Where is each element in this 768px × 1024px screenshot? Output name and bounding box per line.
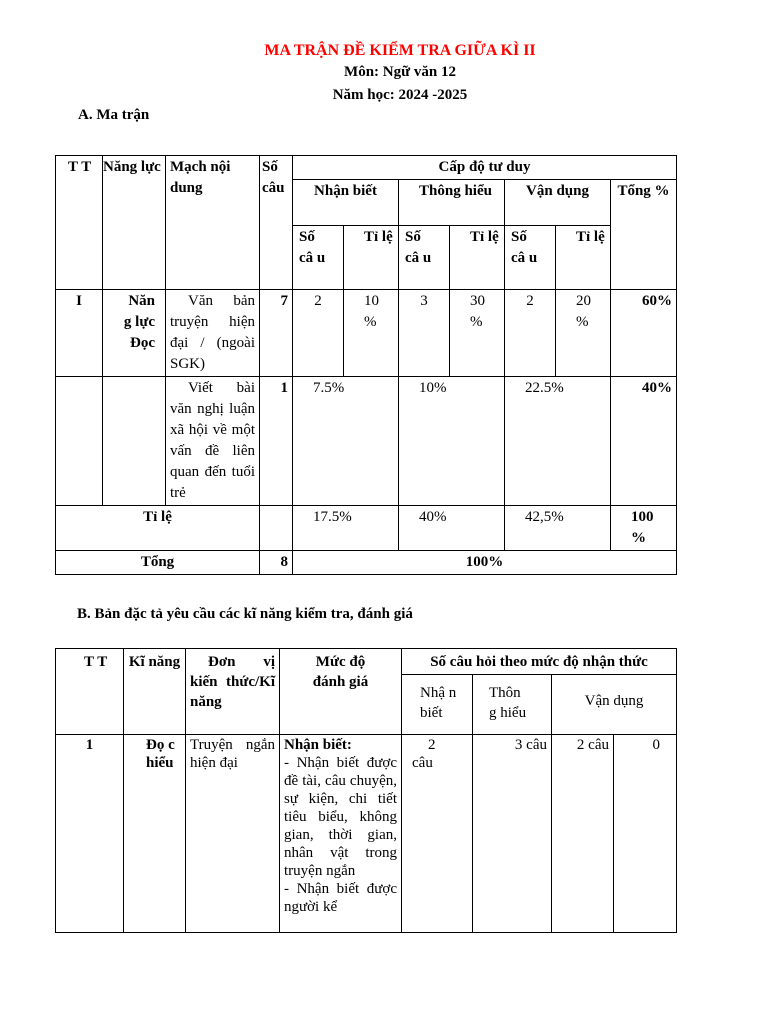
spec-header-van-dung: Vận dụng bbox=[552, 675, 677, 735]
header-nhan-biet: Nhận biết bbox=[293, 180, 399, 226]
row1-mach: Văn bản truyện hiện đại / (ngoài SGK) bbox=[166, 290, 260, 377]
header-nang-luc: Năng lực bbox=[103, 156, 166, 290]
row1-th-ti-le: 30 % bbox=[450, 290, 505, 377]
row2-th: 10% bbox=[399, 377, 505, 506]
ti-le-nb: 17.5% bbox=[293, 506, 399, 551]
spec-header-ki-nang: Kĩ năng bbox=[124, 649, 186, 735]
row1-nang-luc: Năn g lực Đọc bbox=[103, 290, 166, 377]
spec-header-thong-hieu: Thôn g hiểu bbox=[473, 675, 552, 735]
spec-row-nb-value: 2 câu bbox=[412, 737, 436, 771]
table-row bbox=[56, 735, 677, 933]
section-a-heading: A. Ma trận bbox=[78, 107, 150, 123]
tong-value: 100% bbox=[293, 551, 677, 575]
table-row bbox=[56, 506, 677, 551]
row2-mach: Viết bài văn nghị luận xã hội về một vấn đề liên quan đến tuổi trẻ bbox=[166, 377, 260, 506]
header-van-dung: Vận dụng bbox=[505, 180, 611, 226]
header-thong-hieu: Thông hiểu bbox=[399, 180, 505, 226]
header-th-ti-le: Tỉ lệ bbox=[450, 226, 505, 290]
spec-muc-do-label: Nhận biết: bbox=[284, 737, 352, 753]
school-year-line: Năm học: 2024 -2025 bbox=[332, 87, 468, 103]
header-tt: T T bbox=[56, 156, 103, 290]
spec-muc-do-text: - Nhận biết được đề tài, câu chuyện, sự kiện, chi tiết tiêu biểu, không gian, thời gian, nhân vật trong truyện ngắn bbox=[284, 755, 397, 879]
ti-le-label: Tỉ lệ bbox=[56, 506, 260, 551]
row2-tong: 40% bbox=[611, 377, 677, 506]
row1-vd-ti-le: 20 % bbox=[556, 290, 611, 377]
ti-le-th: 40% bbox=[399, 506, 505, 551]
header-th-so-cau: Số câ u bbox=[399, 226, 450, 290]
header-nb-ti-le: Tỉ lệ bbox=[344, 226, 399, 290]
row1-th-so-cau: 3 bbox=[399, 290, 450, 377]
ti-le-vd: 42,5% bbox=[505, 506, 611, 551]
row1-nb-ti-le: 10 % bbox=[344, 290, 399, 377]
header-cap-do-tu-duy: Cấp độ tư duy bbox=[293, 156, 677, 180]
spec-header-so-cau-hoi: Số câu hỏi theo mức độ nhận thức bbox=[402, 649, 677, 675]
row1-so-cau: 7 bbox=[260, 290, 293, 377]
header-tong: Tổng % bbox=[611, 180, 677, 290]
row1-tong: 60% bbox=[611, 290, 677, 377]
spec-row-ki-nang: Đọ c hiểu bbox=[124, 735, 186, 933]
spec-row-muc-do bbox=[280, 735, 402, 933]
row2-so-cau: 1 bbox=[260, 377, 293, 506]
section-b-heading: B. Bản đặc tả yêu cầu các kĩ năng kiểm tra, đánh giá bbox=[77, 606, 413, 622]
row1-nb-so-cau: 2 bbox=[293, 290, 344, 377]
row2-nang-luc bbox=[103, 377, 166, 506]
spec-row-vd: 2 câu bbox=[552, 735, 614, 933]
subject-line: Môn: Ngữ văn 12 bbox=[344, 64, 456, 80]
row2-tt bbox=[56, 377, 103, 506]
spec-row-don-vi: Truyện ngắn hiện đại bbox=[186, 735, 280, 933]
row2-vd: 22.5% bbox=[505, 377, 611, 506]
spec-row-tt: 1 bbox=[56, 735, 124, 933]
ti-le-so-cau bbox=[260, 506, 293, 551]
row1-tt: I bbox=[56, 290, 103, 377]
spec-header-nhan-biet: Nhậ n biết bbox=[402, 675, 473, 735]
header-vd-ti-le: Tỉ lệ bbox=[556, 226, 611, 290]
spec-row-nb bbox=[402, 735, 473, 933]
matrix-table bbox=[55, 155, 677, 575]
document-title: MA TRẬN ĐỀ KIỂM TRA GIỮA KÌ II bbox=[264, 42, 536, 59]
tong-label: Tổng bbox=[56, 551, 260, 575]
spec-header-don-vi: Đơn vị kiến thức/Kĩ năng bbox=[186, 649, 280, 735]
spec-muc-do-text2: - Nhận biết được người kể bbox=[284, 881, 397, 915]
spec-row-vd2: 0 bbox=[614, 735, 677, 933]
table-row bbox=[56, 551, 677, 575]
table-row bbox=[56, 290, 677, 377]
header-so-cau: Số câu bbox=[260, 156, 293, 290]
table-row bbox=[56, 377, 677, 506]
spec-row-th: 3 câu bbox=[473, 735, 552, 933]
ti-le-tong: 100 % bbox=[611, 506, 677, 551]
specification-table bbox=[55, 648, 677, 933]
row1-vd-so-cau: 2 bbox=[505, 290, 556, 377]
spec-header-muc-do: Mức độ đánh giá bbox=[280, 649, 402, 735]
tong-so-cau: 8 bbox=[260, 551, 293, 575]
header-nb-so-cau: Số câ u bbox=[293, 226, 344, 290]
spec-header-tt: T T bbox=[56, 649, 124, 735]
header-vd-so-cau: Số câ u bbox=[505, 226, 556, 290]
header-mach-noi-dung: Mạch nội dung bbox=[166, 156, 260, 290]
row2-nb: 7.5% bbox=[293, 377, 399, 506]
